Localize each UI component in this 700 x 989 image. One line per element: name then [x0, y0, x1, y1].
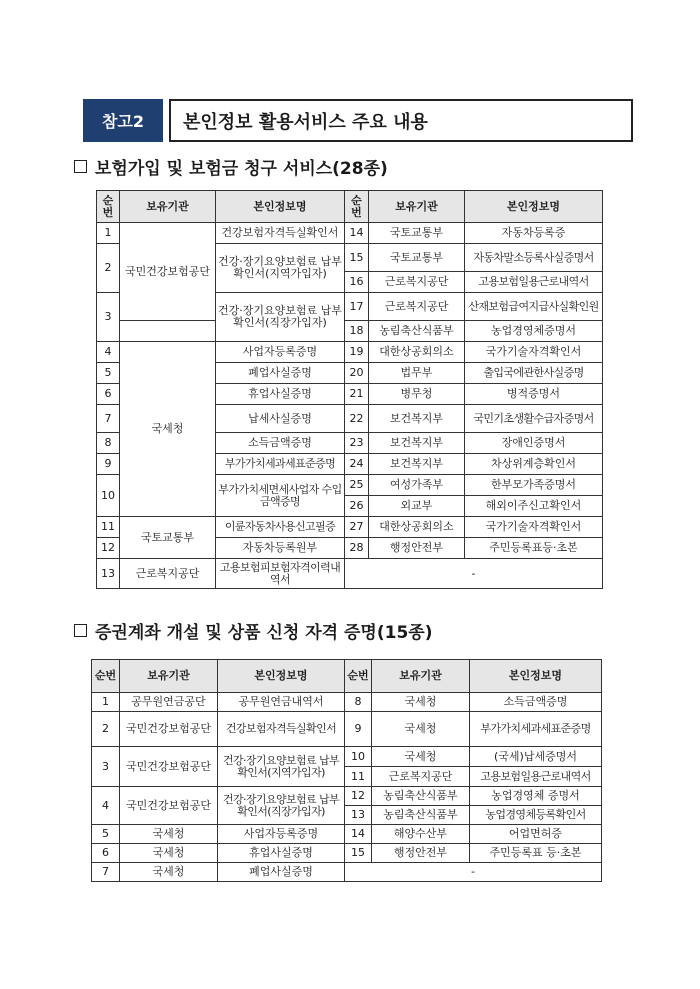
- row-number: 3: [97, 293, 120, 342]
- org-cell: 보건복지부: [369, 454, 465, 475]
- col-header-org: 보유기관: [369, 191, 465, 223]
- doc-cell: 어업면허증: [470, 825, 602, 844]
- row-number: 7: [97, 405, 120, 433]
- doc-cell: 고용보험일용근로내역서: [465, 272, 603, 293]
- doc-cell: 국민기초생활수급자증명서: [465, 405, 603, 433]
- org-cell: 근로복지공단: [369, 272, 465, 293]
- doc-cell: 장애인증명서: [465, 433, 603, 454]
- row-number: 8: [345, 693, 372, 712]
- col-header-doc: 본인정보명: [465, 191, 603, 223]
- doc-cell: 소득금액증명: [216, 433, 345, 454]
- org-cell-blank: [120, 321, 216, 342]
- doc-cell: 건강·장기요양보험료 납부확인서(지역가입자): [216, 244, 345, 293]
- row-number: 10: [97, 475, 120, 517]
- org-cell: 행정안전부: [372, 844, 470, 863]
- row-number: 18: [345, 321, 369, 342]
- doc-cell: 건강보험자격득실확인서: [216, 223, 345, 244]
- table-header-row: [97, 191, 603, 223]
- row-number: 13: [97, 559, 120, 589]
- row-number: 26: [345, 496, 369, 517]
- doc-cell: 출입국에관한사실증명: [465, 363, 603, 384]
- doc-cell: 농업경영체등록확인서: [470, 806, 602, 825]
- doc-cell: 사업자등록증명: [216, 342, 345, 363]
- row-number: 12: [97, 538, 120, 559]
- row-number: 9: [97, 454, 120, 475]
- col-header-org: 보유기관: [120, 191, 216, 223]
- doc-cell: 국가기술자격확인서: [465, 517, 603, 538]
- org-cell: 대한상공회의소: [369, 517, 465, 538]
- table-row: [97, 517, 603, 538]
- row-number: 12: [345, 787, 372, 806]
- org-cell: 보건복지부: [369, 405, 465, 433]
- row-number: 20: [345, 363, 369, 384]
- row-number: 17: [345, 293, 369, 321]
- doc-cell: 납세사실증명: [216, 405, 345, 433]
- org-cell: 국세청: [120, 863, 218, 882]
- table-row: [92, 844, 602, 863]
- doc-cell: 부가가치세면세사업자 수입금액증명: [216, 475, 345, 517]
- reference-header: [83, 99, 621, 142]
- section1-heading: [74, 154, 388, 179]
- section2-title: 증권계좌 개설 및 상품 신청 자격 증명(15종): [95, 623, 433, 643]
- org-cell: 국민건강보험공단: [120, 223, 216, 321]
- checkbox-icon: [74, 160, 87, 173]
- col-header-doc: 본인정보명: [470, 660, 602, 693]
- doc-cell: 국가기술자격확인서: [465, 342, 603, 363]
- row-number: 16: [345, 272, 369, 293]
- row-number: 14: [345, 825, 372, 844]
- row-number: 8: [97, 433, 120, 454]
- org-cell: 국세청: [372, 693, 470, 712]
- org-cell: 국토교통부: [369, 223, 465, 244]
- row-number: 19: [345, 342, 369, 363]
- table-header-row: [92, 660, 602, 693]
- org-cell: 국민건강보험공단: [120, 787, 218, 825]
- doc-cell: 휴업사실증명: [218, 844, 345, 863]
- col-header-org: 보유기관: [120, 660, 218, 693]
- doc-cell: 농업경영체증명서: [465, 321, 603, 342]
- doc-cell: 공무원연금내역서: [218, 693, 345, 712]
- doc-cell: 자동차등록원부: [216, 538, 345, 559]
- col-header-no: 순번: [345, 660, 372, 693]
- doc-cell: 휴업사실증명: [216, 384, 345, 405]
- table-row: [92, 787, 602, 806]
- org-cell: 외교부: [369, 496, 465, 517]
- row-number: 25: [345, 475, 369, 496]
- org-cell: 병무청: [369, 384, 465, 405]
- doc-cell: 차상위계층확인서: [465, 454, 603, 475]
- empty-cell: -: [345, 559, 603, 589]
- doc-cell: 폐업사실증명: [216, 363, 345, 384]
- row-number: 22: [345, 405, 369, 433]
- org-cell: 법무부: [369, 363, 465, 384]
- table-row: [97, 321, 603, 342]
- org-cell: 국세청: [120, 844, 218, 863]
- section1-title: 보험가입 및 보험금 청구 서비스(28종): [95, 159, 388, 179]
- row-number: 2: [92, 712, 120, 747]
- org-cell: 국민건강보험공단: [120, 747, 218, 787]
- doc-cell: 해외이주신고확인서: [465, 496, 603, 517]
- row-number: 11: [97, 517, 120, 538]
- doc-cell: 자동차등록증: [465, 223, 603, 244]
- securities-services-table: [91, 659, 602, 882]
- org-cell: 국세청: [372, 747, 470, 767]
- doc-cell: 자동차말소등록사실증명서: [465, 244, 603, 272]
- org-cell: 보건복지부: [369, 433, 465, 454]
- table-row: [97, 559, 603, 589]
- doc-cell: 건강·장기요양보험료 납부확인서(직장가입자): [218, 787, 345, 825]
- org-cell: 공무원연금공단: [120, 693, 218, 712]
- row-number: 6: [92, 844, 120, 863]
- doc-cell: 건강·장기요양보험료 납부확인서(지역가입자): [218, 747, 345, 787]
- doc-cell: 건강보험자격득실확인서: [218, 712, 345, 747]
- org-cell: 국토교통부: [369, 244, 465, 272]
- empty-cell: -: [345, 863, 602, 882]
- row-number: 5: [97, 363, 120, 384]
- row-number: 3: [92, 747, 120, 787]
- row-number: 21: [345, 384, 369, 405]
- org-cell: 국토교통부: [120, 517, 216, 559]
- doc-cell: 산재보험급여지급사실확인원: [465, 293, 603, 321]
- table-row: [97, 342, 603, 363]
- table-row: [92, 863, 602, 882]
- row-number: 11: [345, 767, 372, 787]
- col-header-no: 순번: [92, 660, 120, 693]
- col-header-doc: 본인정보명: [216, 191, 345, 223]
- org-cell: 농림축산식품부: [372, 806, 470, 825]
- org-cell: 해양수산부: [372, 825, 470, 844]
- doc-cell: 부가가치세과세표준증명: [216, 454, 345, 475]
- org-cell: 근로복지공단: [372, 767, 470, 787]
- row-number: 6: [97, 384, 120, 405]
- col-header-org: 보유기관: [372, 660, 470, 693]
- org-cell: 대한상공회의소: [369, 342, 465, 363]
- row-number: 7: [92, 863, 120, 882]
- col-header-no: 순번: [345, 191, 369, 223]
- org-cell: 국세청: [120, 825, 218, 844]
- reference-title: 본인정보 활용서비스 주요 내용: [169, 99, 633, 142]
- doc-cell: 건강·장기요양보험료 납부확인서(직장가입자): [216, 293, 345, 342]
- row-number: 4: [92, 787, 120, 825]
- org-cell: 농림축산식품부: [372, 787, 470, 806]
- row-number: 10: [345, 747, 372, 767]
- row-number: 28: [345, 538, 369, 559]
- table-row: [92, 747, 602, 767]
- org-cell: 근로복지공단: [120, 559, 216, 589]
- row-number: 15: [345, 844, 372, 863]
- doc-cell: 폐업사실증명: [218, 863, 345, 882]
- row-number: 15: [345, 244, 369, 272]
- org-cell: 국민건강보험공단: [120, 712, 218, 747]
- col-header-no: 순번: [97, 191, 120, 223]
- doc-cell: 농업경영체 증명서: [470, 787, 602, 806]
- checkbox-icon: [74, 624, 87, 637]
- org-cell: 농림축산식품부: [369, 321, 465, 342]
- org-cell: 여성가족부: [369, 475, 465, 496]
- row-number: 4: [97, 342, 120, 363]
- row-number: 24: [345, 454, 369, 475]
- row-number: 9: [345, 712, 372, 747]
- reference-badge: 참고2: [83, 99, 163, 142]
- table-row: [92, 712, 602, 747]
- doc-cell: 주민등록표 등·초본: [470, 844, 602, 863]
- org-cell: 국세청: [372, 712, 470, 747]
- table-row: [97, 223, 603, 244]
- org-cell: 행정안전부: [369, 538, 465, 559]
- doc-cell: 병적증명서: [465, 384, 603, 405]
- doc-cell: 사업자등록증명: [218, 825, 345, 844]
- col-header-doc: 본인정보명: [218, 660, 345, 693]
- row-number: 27: [345, 517, 369, 538]
- doc-cell: 고용보험일용근로내역서: [470, 767, 602, 787]
- doc-cell: (국세)납세증명서: [470, 747, 602, 767]
- doc-cell: 주민등록표등·초본: [465, 538, 603, 559]
- section2-heading: [74, 618, 432, 643]
- row-number: 2: [97, 244, 120, 293]
- row-number: 14: [345, 223, 369, 244]
- doc-cell: 한부모가족증명서: [465, 475, 603, 496]
- table-row: [92, 693, 602, 712]
- doc-cell: 부가가치세과세표준증명: [470, 712, 602, 747]
- org-cell: 근로복지공단: [369, 293, 465, 321]
- row-number: 1: [92, 693, 120, 712]
- org-cell: 국세청: [120, 342, 216, 517]
- doc-cell: 소득금액증명: [470, 693, 602, 712]
- doc-cell: 이륜자동차사용신고필증: [216, 517, 345, 538]
- insurance-services-table: [96, 190, 603, 589]
- table-row: [92, 825, 602, 844]
- row-number: 1: [97, 223, 120, 244]
- row-number: 23: [345, 433, 369, 454]
- row-number: 13: [345, 806, 372, 825]
- row-number: 5: [92, 825, 120, 844]
- doc-cell: 고용보험피보험자격이력내역서: [216, 559, 345, 589]
